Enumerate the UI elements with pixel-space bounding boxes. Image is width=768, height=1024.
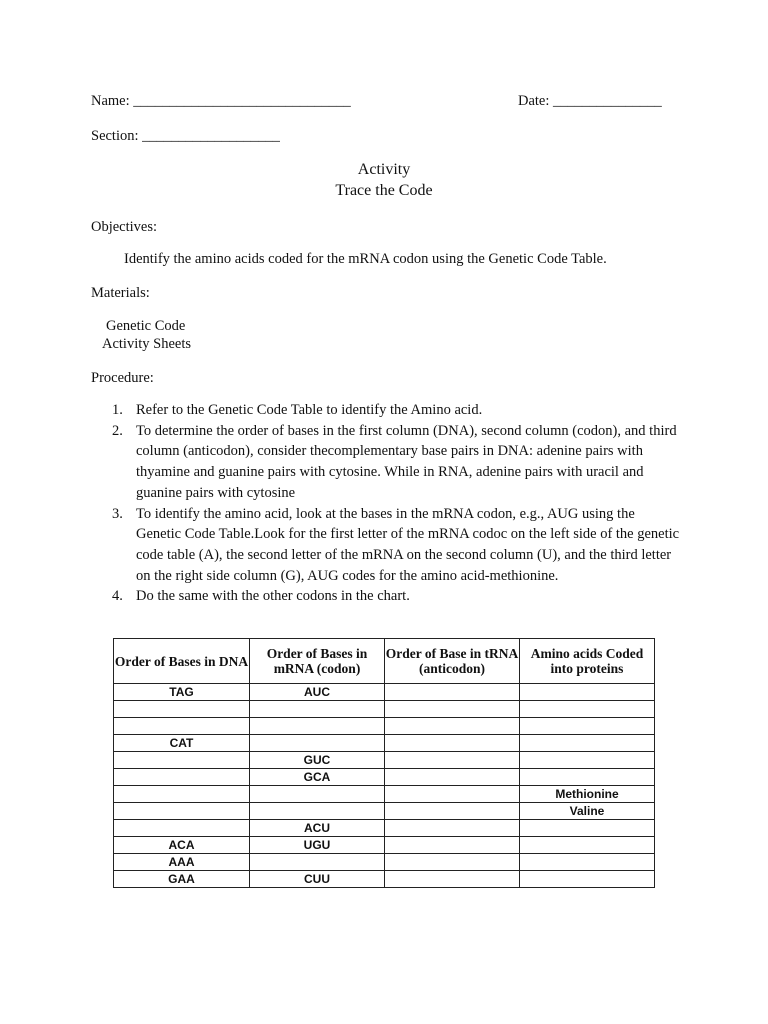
- dna-cell: TAG: [114, 684, 250, 701]
- procedure-step: 1. Refer to the Genetic Code Table to identify the Amino acid.: [112, 402, 483, 418]
- table-row: [114, 769, 655, 786]
- mrna-cell: CUU: [250, 871, 385, 888]
- amino-acid-cell: [520, 701, 655, 718]
- header-mrna: Order of Bases in mRNA (codon): [250, 639, 385, 684]
- table-row: [114, 701, 655, 718]
- dna-cell: [114, 752, 250, 769]
- table-row: [114, 837, 655, 854]
- procedure-list: [112, 400, 682, 607]
- dna-cell: CAT: [114, 735, 250, 752]
- amino-acid-cell: Methionine: [520, 786, 655, 803]
- amino-acid-cell: [520, 735, 655, 752]
- amino-acid-cell: [520, 752, 655, 769]
- amino-acid-cell: [520, 837, 655, 854]
- trna-cell: [385, 820, 520, 837]
- amino-acid-cell: Valine: [520, 803, 655, 820]
- table-row: [114, 854, 655, 871]
- trna-cell: [385, 735, 520, 752]
- trna-cell: [385, 803, 520, 820]
- mrna-cell: [250, 786, 385, 803]
- header-amino-acids: Amino acids Coded into proteins: [520, 639, 655, 684]
- mrna-cell: [250, 718, 385, 735]
- name-field-label: Name: ______________________________: [91, 93, 351, 109]
- mrna-cell: GUC: [250, 752, 385, 769]
- table-row: [114, 735, 655, 752]
- dna-cell: [114, 718, 250, 735]
- objectives-text: Identify the amino acids coded for the mRNA codon using the Genetic Code Table.: [124, 251, 607, 267]
- dna-cell: GAA: [114, 871, 250, 888]
- table-row: [114, 871, 655, 888]
- date-field-label: Date: _______________: [518, 93, 662, 109]
- objectives-heading: Objectives:: [91, 219, 158, 235]
- activity-title: Activity: [357, 161, 411, 178]
- mrna-cell: ACU: [250, 820, 385, 837]
- codon-table: [113, 638, 655, 888]
- material-item: Genetic Code: [106, 318, 186, 334]
- mrna-cell: [250, 854, 385, 871]
- procedure-step: 2. To determine the order of bases in the first column (DNA), second column (codon), and third column (anticodon), consider thecomplementary base pairs in DNA: adenine pairs with thyamine and guanine pairs with cytosine. While in RNA, adenine pairs with uracil and guanine pairs with cytosine: [112, 422, 677, 501]
- mrna-cell: UGU: [250, 837, 385, 854]
- header-dna: Order of Bases in DNA: [114, 639, 250, 684]
- header-trna: Order of Base in tRNA (anticodon): [385, 639, 520, 684]
- trna-cell: [385, 786, 520, 803]
- amino-acid-cell: [520, 820, 655, 837]
- mrna-cell: [250, 735, 385, 752]
- dna-cell: [114, 803, 250, 820]
- table-row: [114, 786, 655, 803]
- table-row: [114, 718, 655, 735]
- table-header-row: [114, 639, 655, 684]
- dna-cell: [114, 769, 250, 786]
- mrna-cell: [250, 803, 385, 820]
- trna-cell: [385, 837, 520, 854]
- table-row: [114, 803, 655, 820]
- section-field-label: Section: ___________________: [91, 128, 280, 144]
- amino-acid-cell: [520, 871, 655, 888]
- dna-cell: ACA: [114, 837, 250, 854]
- amino-acid-cell: [520, 684, 655, 701]
- activity-subtitle: Trace the Code: [335, 182, 433, 199]
- table-row: [114, 820, 655, 837]
- mrna-cell: [250, 701, 385, 718]
- dna-cell: [114, 701, 250, 718]
- procedure-heading: Procedure:: [91, 370, 154, 386]
- mrna-cell: AUC: [250, 684, 385, 701]
- dna-cell: AAA: [114, 854, 250, 871]
- trna-cell: [385, 854, 520, 871]
- mrna-cell: GCA: [250, 769, 385, 786]
- amino-acid-cell: [520, 854, 655, 871]
- trna-cell: [385, 684, 520, 701]
- amino-acid-cell: [520, 769, 655, 786]
- dna-cell: [114, 786, 250, 803]
- materials-heading: Materials:: [91, 285, 150, 301]
- dna-cell: [114, 820, 250, 837]
- trna-cell: [385, 701, 520, 718]
- table-row: [114, 752, 655, 769]
- table-row: [114, 684, 655, 701]
- procedure-step: 4. Do the same with the other codons in the chart.: [112, 588, 410, 605]
- material-item: Activity Sheets: [102, 336, 192, 352]
- trna-cell: [385, 769, 520, 786]
- trna-cell: [385, 752, 520, 769]
- amino-acid-cell: [520, 718, 655, 735]
- trna-cell: [385, 871, 520, 888]
- procedure-step: 3. To identify the amino acid, look at the bases in the mRNA codon, e.g., AUG using the Genetic Code Table.Look for the first letter of the mRNA codoc on the left side of the genetic code table (A), the second letter of the mRNA on the second column (U), and the third letter on the right side column (G), AUG codes for the amino acid-methionine.: [112, 505, 680, 584]
- trna-cell: [385, 718, 520, 735]
